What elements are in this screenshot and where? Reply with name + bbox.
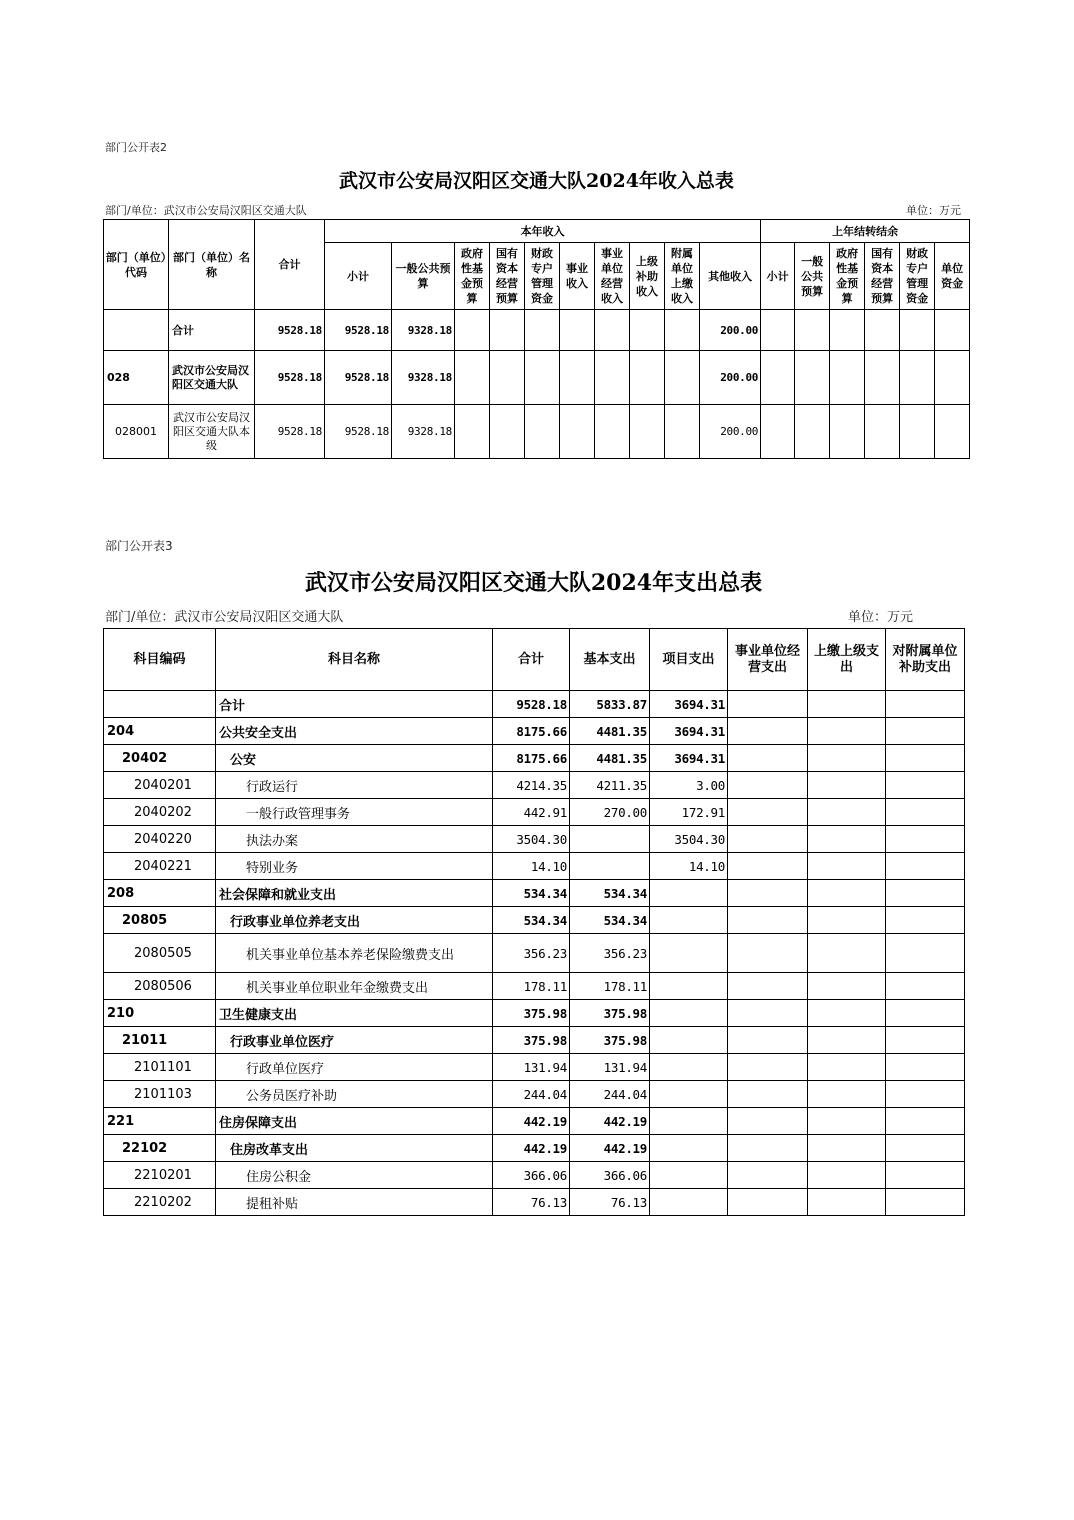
expense-cell-code: 2210201 [104, 1162, 216, 1189]
expense-cell-affiliated [886, 1027, 965, 1054]
table-row [104, 973, 965, 1000]
income-header-special-mgmt: 财政专户管理资金 [525, 243, 560, 310]
expense-cell-total: 8175.66 [493, 745, 570, 772]
expense-cell-upper [808, 1054, 886, 1081]
expense-cell-affiliated [886, 853, 965, 880]
expense-title: 武汉市公安局汉阳区交通大队2024年支出总表 [304, 570, 763, 596]
table-row [104, 853, 965, 880]
income-cell-code [104, 310, 169, 351]
expense-cell-operation [728, 1108, 808, 1135]
expense-cell-operation [728, 718, 808, 745]
expense-cell-code: 20402 [104, 745, 216, 772]
expense-cell-affiliated [886, 1000, 965, 1027]
expense-cell-name: 行政单位医疗 [216, 1054, 493, 1081]
income-header-name: 部门（单位）名称 [169, 220, 255, 310]
expense-cell-upper [808, 826, 886, 853]
expense-cell-basic: 4481.35 [570, 718, 650, 745]
income-header-ly-subtotal: 小计 [761, 243, 795, 310]
expense-cell-basic: 356.23 [570, 934, 650, 973]
expense-cell-affiliated [886, 691, 965, 718]
expense-cell-basic: 442.19 [570, 1108, 650, 1135]
expense-cell-operation [728, 1189, 808, 1216]
income-cell-name: 合计 [169, 310, 255, 351]
expense-cell-code: 221 [104, 1108, 216, 1135]
expense-cell-project: 3694.31 [650, 718, 728, 745]
expense-cell-project [650, 1027, 728, 1054]
income-row-dept [104, 351, 970, 405]
income-title: 武汉市公安局汉阳区交通大队2024年收入总表 [339, 170, 734, 192]
table-row [104, 745, 965, 772]
income-row-unit [104, 405, 970, 459]
expense-header-total: 合计 [493, 629, 570, 691]
income-table-tag: 部门公开表2 [105, 141, 167, 154]
income-header-state-capital: 国有资本经营预算 [490, 243, 525, 310]
expense-cell-operation [728, 1000, 808, 1027]
expense-cell-project: 3.00 [650, 772, 728, 799]
income-cell-general: 9328.18 [392, 405, 455, 459]
expense-cell-operation [728, 1081, 808, 1108]
income-header-row-1 [104, 220, 970, 243]
table-row [104, 1135, 965, 1162]
income-cell-other: 200.00 [700, 351, 761, 405]
expense-header-code: 科目编码 [104, 629, 216, 691]
expense-cell-basic: 375.98 [570, 1000, 650, 1027]
expense-cell-basic: 5833.87 [570, 691, 650, 718]
income-header-ly-gov-fund: 政府性基金预算 [830, 243, 865, 310]
income-header-affiliated-income: 附属单位上缴收入 [665, 243, 700, 310]
expense-cell-operation [728, 907, 808, 934]
expense-cell-basic: 534.34 [570, 880, 650, 907]
income-header-ly-unit-fund: 单位资金 [935, 243, 970, 310]
expense-cell-name: 住房改革支出 [216, 1135, 493, 1162]
expense-cell-total: 442.91 [493, 799, 570, 826]
expense-cell-basic: 131.94 [570, 1054, 650, 1081]
expense-cell-affiliated [886, 1162, 965, 1189]
expense-cell-project [650, 934, 728, 973]
expense-cell-basic: 366.06 [570, 1162, 650, 1189]
expense-table [103, 628, 965, 1216]
expense-cell-project: 3694.31 [650, 745, 728, 772]
expense-header-project: 项目支出 [650, 629, 728, 691]
expense-cell-name: 住房保障支出 [216, 1108, 493, 1135]
table-row [104, 1162, 965, 1189]
expense-cell-name: 一般行政管理事务 [216, 799, 493, 826]
expense-cell-affiliated [886, 772, 965, 799]
expense-cell-name: 机关事业单位基本养老保险缴费支出 [216, 934, 493, 973]
expense-cell-basic [570, 826, 650, 853]
expense-cell-upper [808, 1027, 886, 1054]
expense-cell-upper [808, 1162, 886, 1189]
income-cell-code: 028001 [104, 405, 169, 459]
expense-cell-affiliated [886, 907, 965, 934]
expense-cell-code: 2080505 [104, 934, 216, 973]
expense-cell-total: 534.34 [493, 880, 570, 907]
income-header-ly-special-mgmt: 财政专户管理资金 [900, 243, 935, 310]
income-cell-other: 200.00 [700, 310, 761, 351]
expense-cell-basic: 534.34 [570, 907, 650, 934]
income-cell-subtotal: 9528.18 [325, 351, 392, 405]
expense-cell-total: 366.06 [493, 1162, 570, 1189]
expense-cell-upper [808, 880, 886, 907]
income-cell-total: 9528.18 [255, 351, 325, 405]
expense-cell-name: 卫生健康支出 [216, 1000, 493, 1027]
expense-cell-code: 22102 [104, 1135, 216, 1162]
income-cell-subtotal: 9528.18 [325, 310, 392, 351]
income-header-last-year: 上年结转结余 [761, 220, 970, 243]
expense-cell-code: 20805 [104, 907, 216, 934]
income-header-subtotal: 小计 [325, 243, 392, 310]
expense-cell-project [650, 1108, 728, 1135]
table-row [104, 1081, 965, 1108]
expense-cell-project: 14.10 [650, 853, 728, 880]
expense-cell-code: 2040220 [104, 826, 216, 853]
expense-header-basic: 基本支出 [570, 629, 650, 691]
expense-header-affiliated: 对附属单位补助支出 [886, 629, 965, 691]
expense-cell-operation [728, 853, 808, 880]
income-header-this-year: 本年收入 [325, 220, 761, 243]
expense-cell-project [650, 1000, 728, 1027]
expense-cell-basic: 270.00 [570, 799, 650, 826]
expense-cell-project [650, 1135, 728, 1162]
table-row [104, 799, 965, 826]
income-cell-name: 武汉市公安局汉阳区交通大队 [169, 351, 255, 405]
expense-cell-upper [808, 718, 886, 745]
expense-cell-total: 3504.30 [493, 826, 570, 853]
table-row [104, 826, 965, 853]
expense-cell-project [650, 1189, 728, 1216]
expense-cell-project: 3504.30 [650, 826, 728, 853]
expense-cell-code: 2210202 [104, 1189, 216, 1216]
expense-cell-name: 合计 [216, 691, 493, 718]
income-cell-code: 028 [104, 351, 169, 405]
expense-cell-code: 204 [104, 718, 216, 745]
expense-cell-project [650, 880, 728, 907]
expense-cell-total: 375.98 [493, 1027, 570, 1054]
expense-cell-total: 178.11 [493, 973, 570, 1000]
expense-cell-code: 21011 [104, 1027, 216, 1054]
expense-cell-operation [728, 934, 808, 973]
expense-cell-name: 行政事业单位医疗 [216, 1027, 493, 1054]
expense-cell-project: 3694.31 [650, 691, 728, 718]
expense-cell-upper [808, 772, 886, 799]
expense-cell-basic: 76.13 [570, 1189, 650, 1216]
income-header-operation-income: 事业单位经营收入 [595, 243, 630, 310]
expense-cell-total: 244.04 [493, 1081, 570, 1108]
expense-cell-code: 2040201 [104, 772, 216, 799]
expense-cell-affiliated [886, 799, 965, 826]
expense-cell-basic [570, 853, 650, 880]
table-row [104, 907, 965, 934]
income-header-ly-general-budget: 一般公共预算 [795, 243, 830, 310]
expense-cell-operation [728, 973, 808, 1000]
expense-cell-basic: 375.98 [570, 1027, 650, 1054]
expense-table-body [104, 691, 965, 1216]
expense-cell-affiliated [886, 1108, 965, 1135]
income-header-general-budget: 一般公共预算 [392, 243, 455, 310]
expense-cell-code: 2101103 [104, 1081, 216, 1108]
table-row [104, 718, 965, 745]
expense-cell-affiliated [886, 1135, 965, 1162]
expense-cell-upper [808, 745, 886, 772]
expense-cell-basic: 244.04 [570, 1081, 650, 1108]
expense-cell-code: 2040221 [104, 853, 216, 880]
expense-cell-project [650, 973, 728, 1000]
expense-cell-name: 公务员医疗补助 [216, 1081, 493, 1108]
expense-cell-code: 208 [104, 880, 216, 907]
expense-cell-project: 172.91 [650, 799, 728, 826]
expense-cell-project [650, 907, 728, 934]
expense-cell-code: 2080506 [104, 973, 216, 1000]
expense-cell-name: 特别业务 [216, 853, 493, 880]
table-row [104, 1108, 965, 1135]
expense-cell-affiliated [886, 934, 965, 973]
expense-cell-upper [808, 1135, 886, 1162]
expense-cell-operation [728, 1027, 808, 1054]
expense-cell-name: 执法办案 [216, 826, 493, 853]
expense-cell-total: 442.19 [493, 1108, 570, 1135]
income-cell-general: 9328.18 [392, 310, 455, 351]
expense-cell-operation [728, 1135, 808, 1162]
expense-cell-code [104, 691, 216, 718]
income-header-gov-fund: 政府性基金预算 [455, 243, 490, 310]
income-cell-total: 9528.18 [255, 310, 325, 351]
expense-cell-affiliated [886, 973, 965, 1000]
income-unit-label: 单位：万元 [906, 204, 961, 217]
expense-cell-operation [728, 1054, 808, 1081]
income-cell-total: 9528.18 [255, 405, 325, 459]
table-row [104, 1054, 965, 1081]
expense-cell-name: 住房公积金 [216, 1162, 493, 1189]
expense-cell-total: 534.34 [493, 907, 570, 934]
expense-cell-upper [808, 934, 886, 973]
income-header-ly-state-capital: 国有资本经营预算 [865, 243, 900, 310]
income-cell-other: 200.00 [700, 405, 761, 459]
expense-cell-operation [728, 826, 808, 853]
expense-cell-upper [808, 853, 886, 880]
expense-cell-upper [808, 973, 886, 1000]
table-row [104, 934, 965, 973]
expense-cell-name: 公安 [216, 745, 493, 772]
expense-header-row [104, 629, 965, 691]
expense-cell-affiliated [886, 1054, 965, 1081]
expense-cell-affiliated [886, 718, 965, 745]
expense-header-name: 科目名称 [216, 629, 493, 691]
expense-cell-basic: 178.11 [570, 973, 650, 1000]
income-header-subsidy-income: 上级补助收入 [630, 243, 665, 310]
expense-dept-label: 部门/单位：武汉市公安局汉阳区交通大队 [105, 610, 344, 625]
expense-cell-code: 2101101 [104, 1054, 216, 1081]
expense-cell-name: 社会保障和就业支出 [216, 880, 493, 907]
expense-cell-operation [728, 880, 808, 907]
expense-cell-upper [808, 799, 886, 826]
expense-header-upper: 上缴上级支出 [808, 629, 886, 691]
expense-cell-total: 442.19 [493, 1135, 570, 1162]
expense-cell-affiliated [886, 1081, 965, 1108]
expense-cell-name: 行政事业单位养老支出 [216, 907, 493, 934]
expense-cell-affiliated [886, 745, 965, 772]
expense-cell-upper [808, 1189, 886, 1216]
expense-cell-operation [728, 772, 808, 799]
expense-cell-total: 375.98 [493, 1000, 570, 1027]
expense-cell-basic: 4481.35 [570, 745, 650, 772]
income-row-total [104, 310, 970, 351]
income-header-other-income: 其他收入 [700, 243, 761, 310]
expense-cell-operation [728, 1162, 808, 1189]
table-row [104, 880, 965, 907]
expense-cell-affiliated [886, 826, 965, 853]
income-table [103, 219, 970, 459]
expense-row-total [104, 691, 965, 718]
income-cell-general: 9328.18 [392, 351, 455, 405]
expense-unit-label: 单位：万元 [848, 610, 914, 625]
expense-cell-project [650, 1054, 728, 1081]
expense-cell-total: 8175.66 [493, 718, 570, 745]
expense-table-tag: 部门公开表3 [105, 539, 173, 553]
income-cell-name: 武汉市公安局汉阳区交通大队本级 [169, 405, 255, 459]
expense-cell-total: 14.10 [493, 853, 570, 880]
expense-cell-project [650, 1081, 728, 1108]
income-cell-subtotal: 9528.18 [325, 405, 392, 459]
expense-cell-upper [808, 691, 886, 718]
table-row [104, 1189, 965, 1216]
expense-cell-total: 131.94 [493, 1054, 570, 1081]
expense-cell-upper [808, 1000, 886, 1027]
table-row [104, 1027, 965, 1054]
expense-cell-operation [728, 799, 808, 826]
expense-cell-total: 4214.35 [493, 772, 570, 799]
expense-cell-affiliated [886, 1189, 965, 1216]
expense-cell-name: 行政运行 [216, 772, 493, 799]
expense-cell-name: 公共安全支出 [216, 718, 493, 745]
expense-cell-project [650, 1162, 728, 1189]
expense-cell-basic: 4211.35 [570, 772, 650, 799]
expense-cell-total: 9528.18 [493, 691, 570, 718]
income-header-business-income: 事业收入 [560, 243, 595, 310]
expense-cell-upper [808, 907, 886, 934]
expense-cell-affiliated [886, 880, 965, 907]
expense-cell-operation [728, 691, 808, 718]
table-row [104, 772, 965, 799]
table-row [104, 1000, 965, 1027]
expense-cell-name: 提租补贴 [216, 1189, 493, 1216]
expense-cell-name: 机关事业单位职业年金缴费支出 [216, 973, 493, 1000]
expense-cell-code: 210 [104, 1000, 216, 1027]
income-dept-label: 部门/单位：武汉市公安局汉阳区交通大队 [105, 204, 307, 217]
expense-cell-code: 2040202 [104, 799, 216, 826]
expense-cell-upper [808, 1108, 886, 1135]
expense-header-operation: 事业单位经营支出 [728, 629, 808, 691]
income-header-total: 合计 [255, 220, 325, 310]
expense-cell-total: 76.13 [493, 1189, 570, 1216]
expense-cell-operation [728, 745, 808, 772]
income-header-code: 部门（单位）代码 [104, 220, 169, 310]
expense-cell-basic: 442.19 [570, 1135, 650, 1162]
expense-cell-upper [808, 1081, 886, 1108]
expense-cell-total: 356.23 [493, 934, 570, 973]
